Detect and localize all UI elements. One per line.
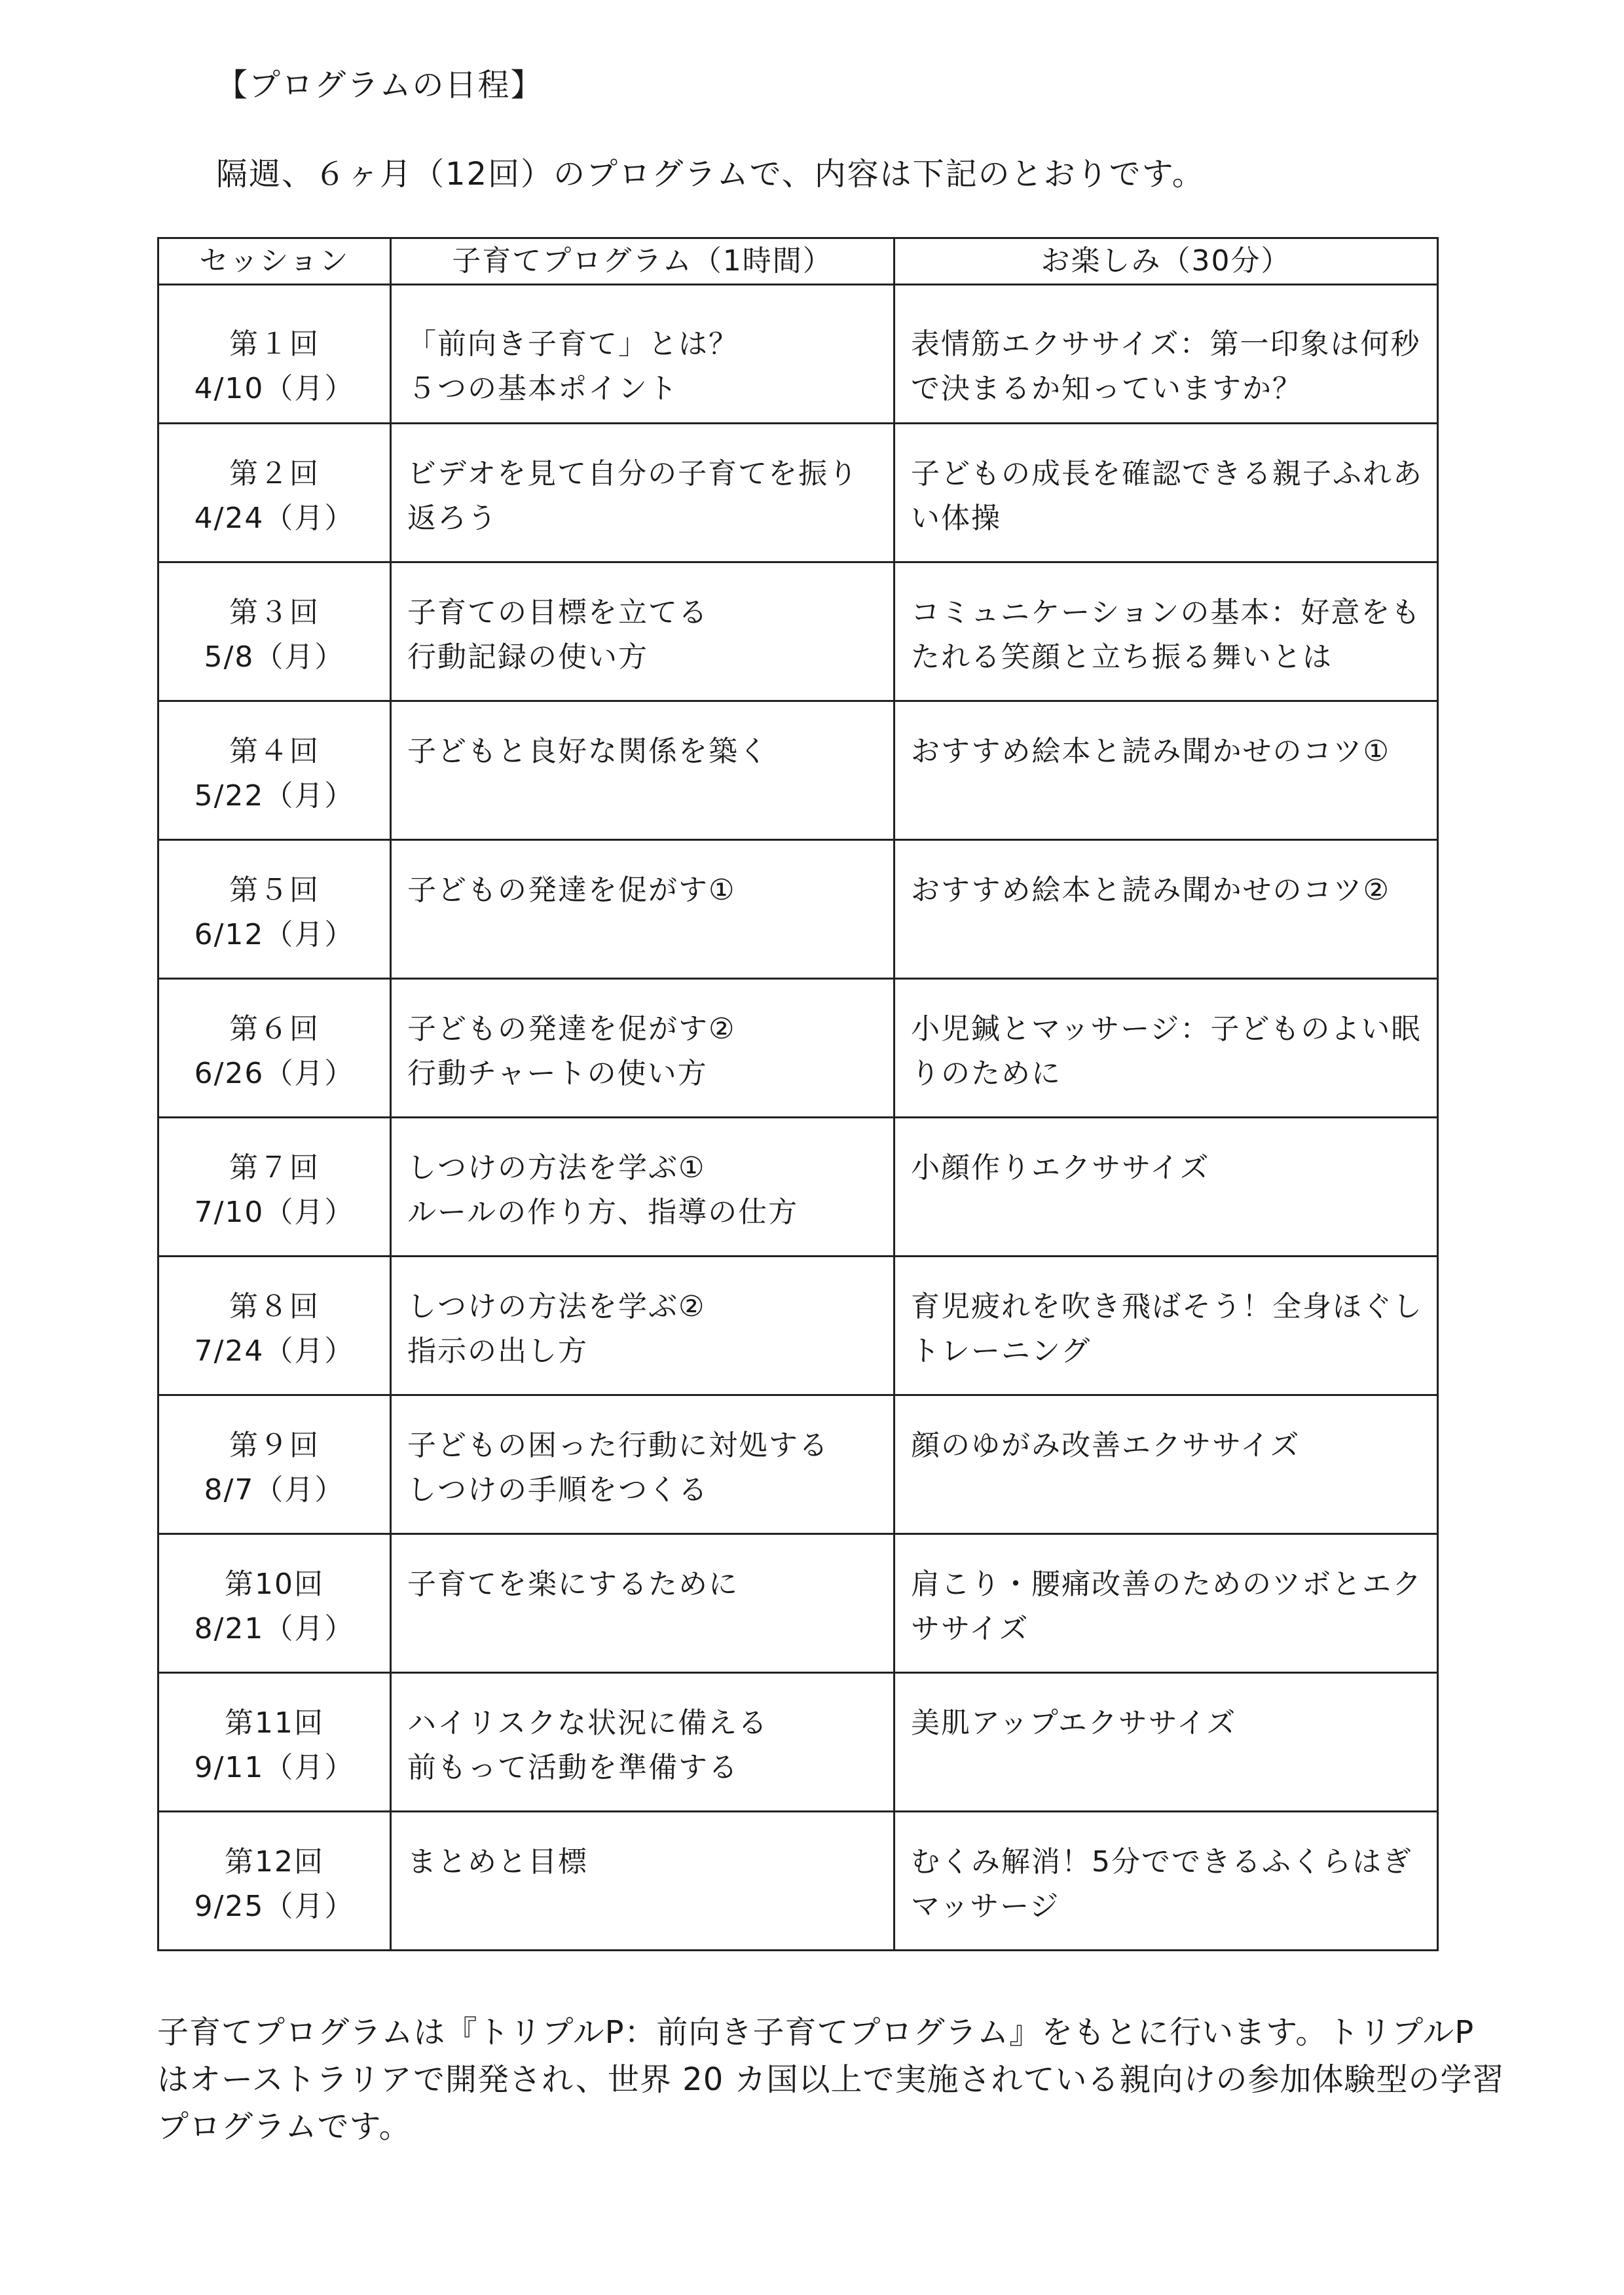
session-cell-content <box>159 1812 390 1929</box>
program-cell-content <box>392 980 893 1096</box>
program-cell-line: 前もって活動を準備する <box>407 1751 739 1784</box>
table-row <box>158 1395 1438 1534</box>
program-cell-content <box>392 322 893 411</box>
table-row <box>158 562 1438 701</box>
program-cell-content <box>392 1535 893 1607</box>
program-cell-line: しつけの方法を学ぶ① <box>407 1151 706 1184</box>
session-date: 8/7（月） <box>204 1473 345 1507</box>
fun-cell-line: りのために <box>911 1057 1061 1090</box>
fun-cell-content <box>895 980 1437 1096</box>
session-date: 6/26（月） <box>194 1057 355 1090</box>
session-date: 7/10（月） <box>194 1196 355 1229</box>
session-cell-content <box>159 563 390 680</box>
fun-cell <box>895 424 1438 562</box>
table-row <box>158 1118 1438 1257</box>
table-row <box>158 979 1438 1118</box>
program-cell <box>391 1118 895 1257</box>
session-cell <box>158 1673 391 1812</box>
gap-cell <box>391 285 895 323</box>
program-cell-line: 行動チャートの使い方 <box>407 1057 708 1090</box>
fun-cell-content <box>895 1396 1437 1468</box>
program-cell-content <box>392 1396 893 1513</box>
fun-cell-line: たれる笑顔と立ち振る舞いとは <box>911 640 1333 674</box>
session-number: 第10回 <box>225 1568 324 1601</box>
program-cell-line: ５つの基本ポイント <box>407 372 678 405</box>
program-cell <box>391 1534 895 1673</box>
fun-cell-line: 育児疲れを吹き飛ばそう！全身ほぐし <box>911 1290 1423 1323</box>
table-header-row <box>158 238 1438 285</box>
table-row <box>158 701 1438 840</box>
fun-cell-line: ササイズ <box>911 1612 1029 1645</box>
fun-cell <box>895 1257 1438 1395</box>
program-cell <box>391 701 895 840</box>
program-cell <box>391 1673 895 1812</box>
program-cell <box>391 979 895 1118</box>
program-cell <box>391 1812 895 1951</box>
program-cell-content <box>392 1812 893 1884</box>
fun-cell-line: 小児鍼とマッサージ：子どものよい眠 <box>911 1012 1422 1046</box>
session-date: 7/24（月） <box>194 1334 355 1368</box>
fun-cell-line: で決まるか知っていますか？ <box>911 372 1302 405</box>
program-cell-line: 「前向き子育て」とは？ <box>407 327 739 361</box>
session-number: 第12回 <box>225 1845 324 1879</box>
table-row <box>158 840 1438 979</box>
fun-cell <box>895 979 1438 1118</box>
program-cell-content <box>392 424 893 541</box>
fun-cell <box>895 1118 1438 1257</box>
session-cell <box>158 1118 391 1257</box>
fun-cell <box>895 1534 1438 1673</box>
session-date: 6/12（月） <box>194 918 355 951</box>
schedule-table <box>157 237 1439 1951</box>
session-date: 4/24（月） <box>194 502 355 535</box>
fun-cell-content <box>895 1812 1437 1929</box>
footer-line: 子育てプログラムは『トリプルP：前向き子育てプログラム』をもとに行います。トリプルP <box>157 2014 1475 2051</box>
fun-cell-line: 肩こり・腰痛改善のためのツボとエク <box>911 1568 1423 1601</box>
session-cell <box>158 840 391 979</box>
program-cell-line: しつけの手順をつくる <box>407 1473 709 1507</box>
header-program: 子育てプログラム（1時間） <box>391 238 895 285</box>
fun-cell-content <box>895 1535 1437 1651</box>
session-date: 9/11（月） <box>194 1751 355 1784</box>
session-number: 第４回 <box>229 735 320 768</box>
program-cell-line: ビデオを見て自分の子育てを振り <box>407 457 859 490</box>
gap-cell <box>158 285 391 323</box>
table-row <box>158 1534 1438 1673</box>
fun-cell-line: マッサージ <box>911 1890 1060 1923</box>
section-heading: 【プログラムの日程】 <box>216 67 544 103</box>
program-cell <box>391 424 895 562</box>
fun-cell <box>895 1395 1438 1534</box>
session-cell <box>158 1395 391 1534</box>
fun-cell-line: 美肌アップエクササイズ <box>911 1706 1237 1740</box>
program-cell-content <box>392 841 893 913</box>
program-cell-line: まとめと目標 <box>407 1845 588 1879</box>
fun-cell-content <box>895 563 1437 680</box>
session-cell-content <box>159 1257 390 1374</box>
session-number: 第９回 <box>229 1429 320 1462</box>
fun-cell <box>895 1812 1438 1951</box>
gap-cell <box>895 285 1438 323</box>
fun-cell-line: 子どもの成長を確認できる親子ふれあ <box>911 457 1423 490</box>
program-cell-content <box>392 702 893 774</box>
table-gap-row <box>158 285 1438 323</box>
header-fun: お楽しみ（30分） <box>895 238 1438 285</box>
program-cell <box>391 322 895 424</box>
header-session: セッション <box>158 238 391 285</box>
program-cell-content <box>392 1257 893 1374</box>
session-number: 第６回 <box>229 1012 320 1046</box>
session-cell <box>158 979 391 1118</box>
session-cell-content <box>159 1535 390 1651</box>
program-cell-content <box>392 563 893 680</box>
session-cell <box>158 322 391 424</box>
footer-note <box>157 2009 1505 2150</box>
fun-cell-line: おすすめ絵本と読み聞かせのコツ① <box>911 735 1390 768</box>
fun-cell-line: トレーニング <box>911 1334 1092 1368</box>
session-cell <box>158 701 391 840</box>
session-cell <box>158 562 391 701</box>
table-row <box>158 322 1438 424</box>
table-row <box>158 424 1438 562</box>
fun-cell-content <box>895 702 1437 774</box>
fun-cell <box>895 562 1438 701</box>
fun-cell-content <box>895 1118 1437 1190</box>
session-number: 第３回 <box>229 596 320 629</box>
session-cell-content <box>159 322 390 411</box>
session-cell <box>158 1257 391 1395</box>
session-cell-content <box>159 702 390 818</box>
program-cell-content <box>392 1118 893 1235</box>
session-cell <box>158 424 391 562</box>
session-date: 8/21（月） <box>194 1612 355 1645</box>
fun-cell <box>895 840 1438 979</box>
session-date: 5/22（月） <box>194 779 355 813</box>
session-number: 第５回 <box>229 873 320 907</box>
program-cell-line: ルールの作り方、指導の仕方 <box>407 1196 799 1229</box>
fun-cell-line: い体操 <box>911 502 1001 535</box>
program-cell-line: 行動記録の使い方 <box>407 640 648 674</box>
session-number: 第１回 <box>229 327 320 361</box>
fun-cell-content <box>895 841 1437 913</box>
table-row <box>158 1812 1438 1951</box>
session-cell <box>158 1812 391 1951</box>
fun-cell <box>895 322 1438 424</box>
program-cell-line: 子育ての目標を立てる <box>407 596 709 629</box>
session-number: 第８回 <box>229 1290 320 1323</box>
session-cell-content <box>159 1674 390 1790</box>
session-number: 第２回 <box>229 457 320 490</box>
session-cell-content <box>159 1118 390 1235</box>
table-row <box>158 1257 1438 1395</box>
program-cell-line: 子どもの発達を促がす② <box>407 1012 736 1046</box>
session-number: 第11回 <box>225 1706 324 1740</box>
session-date: 9/25（月） <box>194 1890 355 1923</box>
fun-cell-line: むくみ解消！5分でできるふくらはぎ <box>911 1845 1412 1879</box>
session-date: 5/8（月） <box>204 640 345 674</box>
footer-line: プログラムです。 <box>157 2108 411 2145</box>
program-cell-line: 子育てを楽にするために <box>407 1568 739 1601</box>
fun-cell-content <box>895 322 1437 411</box>
program-cell-line: 返ろう <box>407 502 498 535</box>
fun-cell-line: 小顔作りエクササイズ <box>911 1151 1210 1184</box>
session-date: 4/10（月） <box>194 372 355 405</box>
session-cell-content <box>159 980 390 1096</box>
program-cell-line: ハイリスクな状況に備える <box>407 1706 769 1740</box>
session-cell-content <box>159 424 390 541</box>
program-cell-line: 子どもの困った行動に対処する <box>407 1429 829 1462</box>
session-cell-content <box>159 1396 390 1513</box>
schedule-body <box>158 285 1438 1951</box>
program-cell <box>391 840 895 979</box>
fun-cell <box>895 701 1438 840</box>
fun-cell-line: おすすめ絵本と読み聞かせのコツ② <box>911 873 1390 907</box>
table-row <box>158 1673 1438 1812</box>
fun-cell-content <box>895 1257 1437 1374</box>
session-number: 第７回 <box>229 1151 320 1184</box>
fun-cell-line: 表情筋エクササイズ：第一印象は何秒 <box>911 327 1421 361</box>
session-cell-content <box>159 841 390 957</box>
fun-cell-line: 顔のゆがみ改善エクササイズ <box>911 1429 1301 1462</box>
fun-cell <box>895 1673 1438 1812</box>
fun-cell-content <box>895 424 1437 541</box>
program-cell <box>391 1395 895 1534</box>
fun-cell-content <box>895 1674 1437 1746</box>
program-cell <box>391 562 895 701</box>
footer-line: はオーストラリアで開発され、世界 20 カ国以上で実施されている親向けの参加体験型の学習 <box>157 2061 1505 2098</box>
fun-cell-line: コミュニケーションの基本：好意をも <box>911 596 1422 629</box>
program-cell-line: 子どもと良好な関係を築く <box>407 735 769 768</box>
program-cell <box>391 1257 895 1395</box>
program-cell-content <box>392 1674 893 1790</box>
program-cell-line: 子どもの発達を促がす① <box>407 873 736 907</box>
intro-text: 隔週、６ヶ月（12回）のプログラムで、内容は下記のとおりです。 <box>216 156 1205 193</box>
program-cell-line: しつけの方法を学ぶ② <box>407 1290 706 1323</box>
program-cell-line: 指示の出し方 <box>407 1334 588 1368</box>
session-cell <box>158 1534 391 1673</box>
